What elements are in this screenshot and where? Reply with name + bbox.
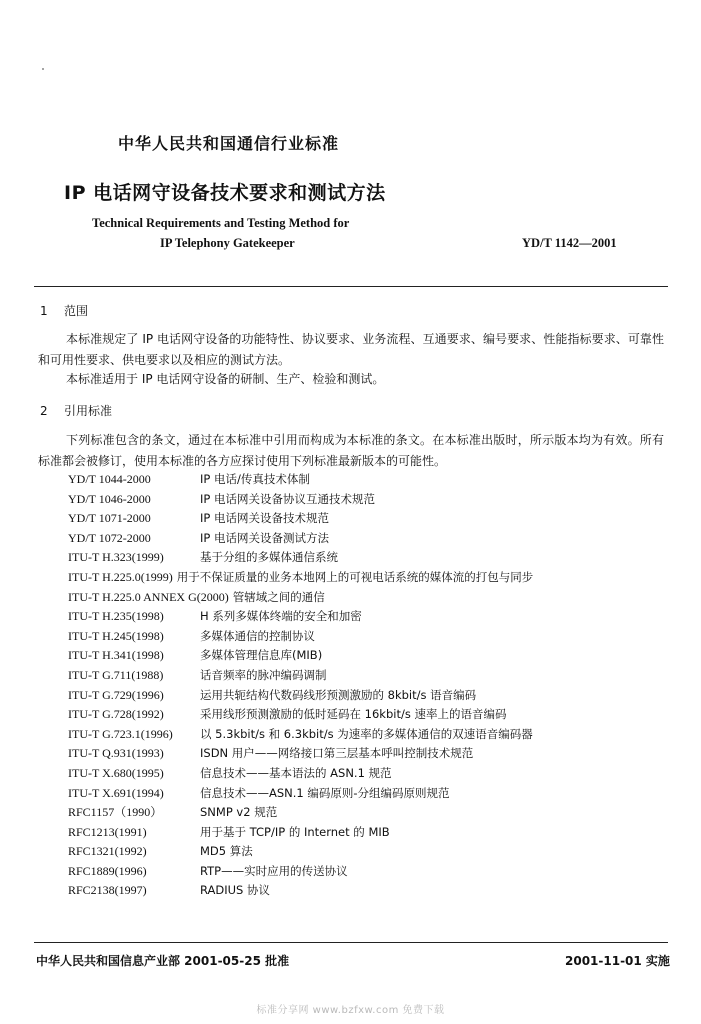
reference-item [68,784,533,804]
section-title: 范围 [64,304,89,318]
reference-item [68,686,533,706]
reference-item [68,588,533,608]
reference-code: RFC1157（1990） [68,805,163,820]
effective-date: 2001-11-01 实施 [565,954,670,968]
reference-title: 信息技术——基本语法的 ASN.1 规范 [200,765,392,780]
reference-title: 用于基于 TCP/IP 的 Internet 的 MIB [200,824,390,839]
reference-title: 基于分组的多媒体通信系统 [200,550,338,565]
reference-code: ITU-T G.729(1996) [68,687,164,702]
reference-item [68,862,533,882]
scope-paragraph-2: 本标准适用于 IP 电话网守设备的研制、生产、检验和测试。 [66,372,385,386]
reference-code: RFC2138(1997) [68,883,147,898]
reference-item [68,744,533,764]
reference-item [68,509,533,529]
reference-code: ITU-T H.225.0 ANNEX G(2000) [68,589,229,604]
scope-paragraph-1: 本标准规定了 IP 电话网守设备的功能特性、协议要求、业务流程、互通要求、编号要求、性能指标要求、可靠性和可用性要求、供电要求以及相应的测试方法。 [38,332,664,367]
reference-title: 信息技术——ASN.1 编码原则-分组编码原则规范 [200,785,450,800]
reference-list [68,470,533,901]
approval-statement: 中华人民共和国信息产业部 2001-05-25 批准 [36,954,290,968]
document-title-en-line2: IP Telephony Gatekeeper [160,236,295,250]
document-title-en-line1: Technical Requirements and Testing Method for [92,216,350,230]
reference-code: RFC1889(1996) [68,863,147,878]
reference-code: ITU-T G.711(1988) [68,667,164,682]
section-number: 1 [40,304,48,318]
reference-code: YD/T 1071-2000 [68,511,151,526]
reference-item [68,548,533,568]
section-number: 2 [40,404,48,418]
reference-code: ITU-T X.680(1995) [68,765,164,780]
reference-item [68,881,533,901]
scan-speck [42,68,44,70]
reference-item [68,568,533,588]
reference-title: 采用线形预测激励的低时延码在 16kbit/s 速率上的语音编码 [200,707,507,722]
reference-item [68,842,533,862]
reference-title: RADIUS 协议 [200,883,271,898]
reference-code: ITU-T Q.931(1993) [68,746,164,761]
reference-code: ITU-T G.723.1(1996) [68,726,173,741]
standard-number: YD/T 1142—2001 [522,236,617,250]
reference-title: 以 5.3kbit/s 和 6.3kbit/s 为速率的多媒体通信的双速语音编码器 [200,726,533,741]
reference-item [68,490,533,510]
reference-item [68,764,533,784]
reference-title: RTP——实时应用的传送协议 [200,863,348,878]
reference-title: 用于不保证质量的业务本地网上的可视电话系统的媒体流的打包与同步 [176,569,534,584]
reference-code: ITU-T H.323(1999) [68,550,164,565]
reference-code: ITU-T G.728(1992) [68,707,164,722]
reference-item [68,529,533,549]
reference-item [68,725,533,745]
reference-title: IP 电话网关设备测试方法 [200,530,329,545]
reference-code: ITU-T X.691(1994) [68,785,164,800]
watermark-text: 标准分享网 www.bzfxw.com 免费下载 [256,1005,445,1016]
reference-item [68,823,533,843]
reference-title: MD5 算法 [200,844,253,859]
references-intro-paragraph: 下列标准包含的条文，通过在本标准中引用而构成为本标准的条文。在本标准出版时，所示版本均为有效。所有标准都会被修订，使用本标准的各方应探讨使用下列标准最新版本的可能性。 [38,433,664,468]
reference-title: SNMP v2 规范 [200,805,278,820]
section-heading-references [40,402,112,419]
reference-title: H 系列多媒体终端的安全和加密 [200,609,362,624]
reference-title: 运用共轭结构代数码线形预测激励的 8kbit/s 语音编码 [200,687,477,702]
reference-item [68,607,533,627]
reference-code: ITU-T H.341(1998) [68,648,164,663]
document-title-cn: IP 电话网守设备技术要求和测试方法 [64,182,386,204]
reference-title: ISDN 用户——网络接口第三层基本呼叫控制技术规范 [200,746,474,761]
reference-title: IP 电话/传真技术体制 [200,472,310,486]
footer-divider [34,942,668,943]
reference-title: IP 电话网关设备协议互通技术规范 [200,491,375,506]
reference-item [68,705,533,725]
reference-item [68,646,533,666]
reference-code: YD/T 1072-2000 [68,530,151,545]
reference-title: IP 电话网关设备技术规范 [200,511,329,526]
reference-title: 管辖域之间的通信 [232,589,325,604]
section-title: 引用标准 [64,404,113,418]
reference-title: 多媒体通信的控制协议 [200,628,315,643]
header-divider [34,286,668,287]
reference-item [68,666,533,686]
reference-code: ITU-T H.235(1998) [68,609,164,624]
reference-item [68,803,533,823]
reference-item [68,627,533,647]
reference-title: 话音频率的脉冲编码调制 [200,667,327,682]
reference-code: ITU-T H.245(1998) [68,628,164,643]
reference-code: YD/T 1044-2000 [68,472,151,486]
reference-code: ITU-T H.225.0(1999) [68,569,173,584]
reference-code: RFC1321(1992) [68,844,147,859]
section-heading-scope [40,302,88,319]
standard-category: 中华人民共和国通信行业标准 [118,134,340,153]
reference-item [68,470,533,490]
reference-code: YD/T 1046-2000 [68,491,151,506]
reference-title: 多媒体管理信息库(MIB) [200,648,323,663]
reference-code: RFC1213(1991) [68,824,147,839]
